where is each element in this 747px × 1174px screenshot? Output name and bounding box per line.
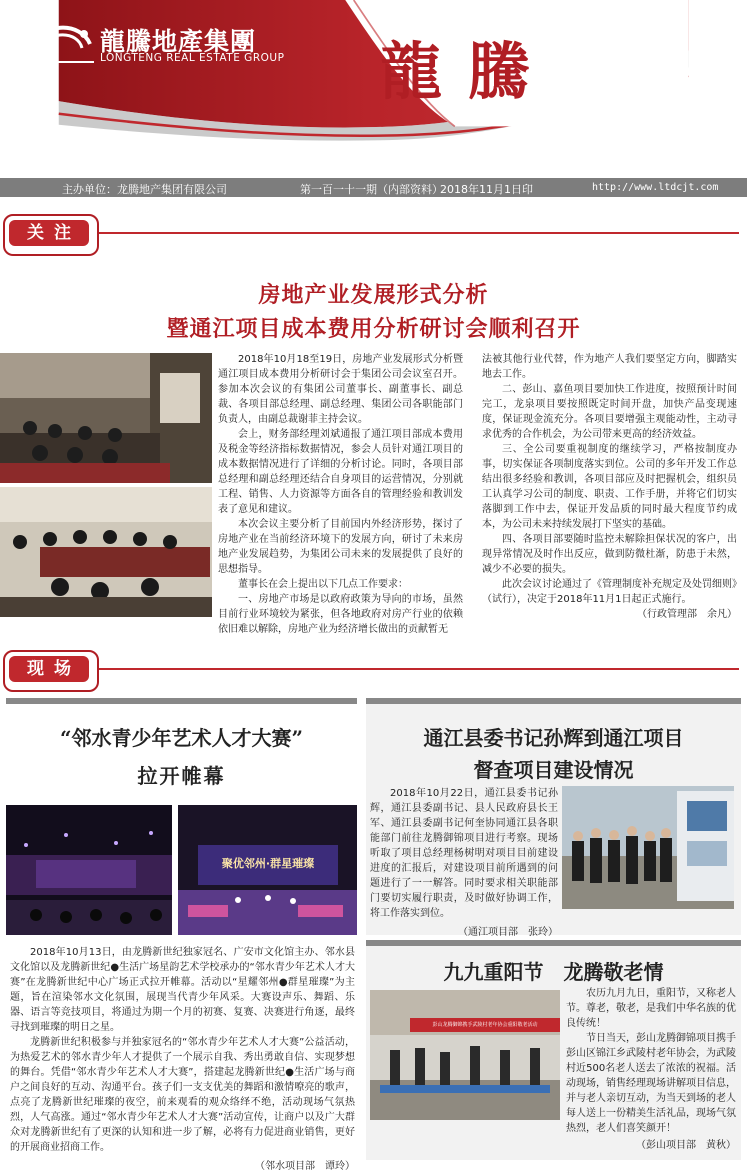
focus-column-1 [218, 352, 463, 637]
signature: （邻水项目部 谭玲） [255, 1161, 355, 1172]
inspection-article [370, 786, 558, 940]
elder-photo [370, 990, 560, 1120]
art-article [10, 945, 355, 1174]
art-title-line2: 拉开帷幕 [137, 764, 226, 788]
signature: （通江项目部 张玲） [458, 927, 558, 938]
newspaper-title: 龍騰 [380, 35, 557, 108]
section-label-focus [3, 214, 99, 256]
logo-chinese-name: 龍騰地產集團 [100, 27, 257, 56]
section-label-text: 关注 [9, 220, 89, 246]
inspection-title-line1: 通江县委书记孙辉到通江项目 [423, 726, 684, 750]
elder-title: 九九重阳节 龙腾敬老情 [443, 960, 664, 984]
dragon-logo-icon [28, 20, 96, 66]
art-photo-2 [178, 805, 357, 935]
focus-column-2 [482, 352, 737, 622]
masthead [0, 0, 747, 178]
focus-title-line1: 房地产业发展形式分析 [258, 283, 489, 308]
elder-photo-scene [370, 990, 560, 1120]
paragraph: 法被其他行业代替，作为地产人我们要坚定方向，脚踏实地去工作。 [482, 354, 737, 380]
paragraph: 四、各项目部要随时监控未解除担保状况的客户，出现异常情况及时作出反应，做到防微杜渐，防患于未然，减少不必要的损失。 [482, 534, 737, 575]
section-label-scene [3, 650, 99, 692]
paragraph: 本次会议主要分析了目前国内外经济形势，探讨了房地产业在当前经济环境下的发展方向，研讨了未来房地产业发展趋势，为集团公司未来的发展提供了良好的思想指导。 [218, 519, 463, 575]
inspection-photo [562, 786, 734, 909]
inspection-title-line2: 督查项目建设情况 [473, 758, 634, 782]
meeting-photo-2 [0, 487, 212, 617]
focus-title-line2: 暨通江项目成本费用分析研讨会顺利召开 [166, 317, 581, 342]
logo-english-name: LONGTENG REAL ESTATE GROUP [100, 52, 285, 64]
print-date: 2018年11月1日印 [440, 183, 533, 196]
sponsor-text: 主办单位：龙腾地产集团有限公司 [62, 183, 227, 196]
meeting-photo-1 [0, 353, 212, 483]
column-top-bar [6, 698, 357, 704]
paragraph: 三、全公司要重视制度的继续学习，严格按制度办事，切实保证各项制度落实到位。公司的多年开发工作总结出很多经验和教训，各项目部应及时把握机会，组织员工认真学习公司的制度、职责、工作手册，并将它们切实落脚到工作中去，保证开发品质的同时最大程度节约成本，为公司未来持续发展打下坚实的基础。 [482, 444, 737, 530]
column-top-bar [366, 940, 741, 946]
signature: （行政管理部 余凡） [637, 609, 737, 620]
paragraph: 董事长在会上提出以下几点工作要求： [238, 579, 408, 590]
section-divider [8, 232, 739, 234]
paragraph: 此次会议讨论通过了《管理制度补充规定及处罚细则》（试行），决定于2018年11月1日起正式施行。 [482, 579, 737, 605]
elder-signature: （彭山项目部 黄秋） [636, 1140, 736, 1151]
art-title-line1: “邻水青少年艺术人才大赛” [59, 726, 303, 750]
issue-text: 第一百一十一期（内部资料） [300, 183, 443, 196]
paragraph: 2018年10月13日，由龙腾新世纪独家冠名、广安市文化馆主办、邻水县文化馆以及龙腾新世纪●生活广场星韵艺术学校承办的“邻水青少年艺术人才大赛”在龙腾新世纪中心广场正式拉开帷幕。活动以“星耀邻州●群星璀璨”为主题，旨在渲染邻水文化氛围，展现当代青少年风采。大赛设声乐、舞蹈、乐器、语言等竞技项目，将通过为期一个月的初赛、复赛、决赛进行角逐，最终寻找到璀璨的明日之星。 [10, 947, 355, 1033]
stage-banner-text: 聚优邻州·群星璀璨 [221, 857, 315, 870]
paragraph: 龙腾新世纪积极参与并独家冠名的“邻水青少年艺术人才大赛”公益活动，为热爱艺术的邻水青少年人才提供了一个展示自我、秀出勇敢自信、实现梦想的舞台。凭借“邻水青少年艺术人才大赛”，搭建起龙腾新世纪●生活广场与商户之间良好的互动、沟通平台。孩子们一支支优美的舞蹈和激情嘹亮的歌声，点亮了龙腾新世纪璀璨的夜空，前来观看的观众络绎不绝，活动现场气氛热烈，人气高涨。通过“邻水青少年艺术人才大赛”活动宣传，让商户以及广大群众对龙腾新世纪有了更深的认知和进一步了解，必将有力促进商业销售，更好的开展商业招商工作。 [10, 1037, 355, 1153]
paragraph: 会上，财务部经理刘斌通报了通江项目部成本费用及税金等经济指标数据情况，参会人员针对通江项目的成本数据情况进行了详细的分析讨论。同时，各项目部总经理和副总经理还结合自身项目的运营情况，分别就工程、销售、人力资源等方面各自的管理经验和教训发表了意见和建议。 [218, 429, 463, 515]
paragraph: 二、彭山、嘉鱼项目要加快工作进度，按照预计时间完工，龙泉项目要按照既定时间开盘，加快产品变现速度，保证现金流充分。各项目要增强主观能动性，主动寻求优秀的合作机会，为公司带来更高的经济效益。 [482, 384, 737, 440]
paragraph: 2018年10月22日，通江县委书记孙辉，通江县委副书记、县人民政府县长王军、通江县委副书记何奎协同通江县各职能部门前往龙腾御锦项目进行考察。现场听取了项目总经理杨树明对项目目前建设进度的汇报后，对建设项目前所遇到的问题进行了一一解答。同时要求相关职能部门要切实履行职责，及时做好协调工作，将工作落实到位。 [370, 788, 558, 919]
art-photo-1 [6, 805, 172, 935]
elder-banner-text: 彭山龙腾御锦携手武陵村老年协会重阳敬老活动 [432, 1022, 538, 1028]
paragraph: 农历九月九日，重阳节，又称老人节。尊老，敬老，是我们中华名族的优良传统！ [566, 988, 736, 1029]
elder-article [566, 986, 736, 1136]
info-bar [0, 178, 747, 197]
section-divider [8, 668, 739, 670]
section-label-text: 现场 [9, 656, 89, 682]
column-top-bar [366, 698, 741, 704]
paragraph: 2018年10月18至19日，房地产业发展形式分析暨通江项目成本费用分析研讨会于集团公司会议室召开。参加本次会议的有集团公司董事长、副董事长、副总裁、各项目部总经理、副总经理、集团公司各职能部门负责人，由副总裁谢菲主持会议。 [218, 354, 463, 425]
website-url[interactable]: http://www.ltdcjt.com [592, 182, 719, 193]
paragraph: 一、房地产市场是以政府政策为导向的市场，虽然目前行业环境较为紧张，但各地政府对房产行业的依赖依旧难以解除，房地产业为经济增长做出的贡献暂无 [218, 594, 463, 635]
paragraph: 节日当天，彭山龙腾御锦项目携手彭山区锦江乡武陵村老年协会，为武陵村近500名老人送去了浓浓的祝福。活动现场，销售经理现场讲解项目信息，并与老人亲切互动，为当天到场的老人每人送上一份精美生活礼品，现场气氛热烈，老人们喜笑颜开！ [566, 1033, 736, 1134]
